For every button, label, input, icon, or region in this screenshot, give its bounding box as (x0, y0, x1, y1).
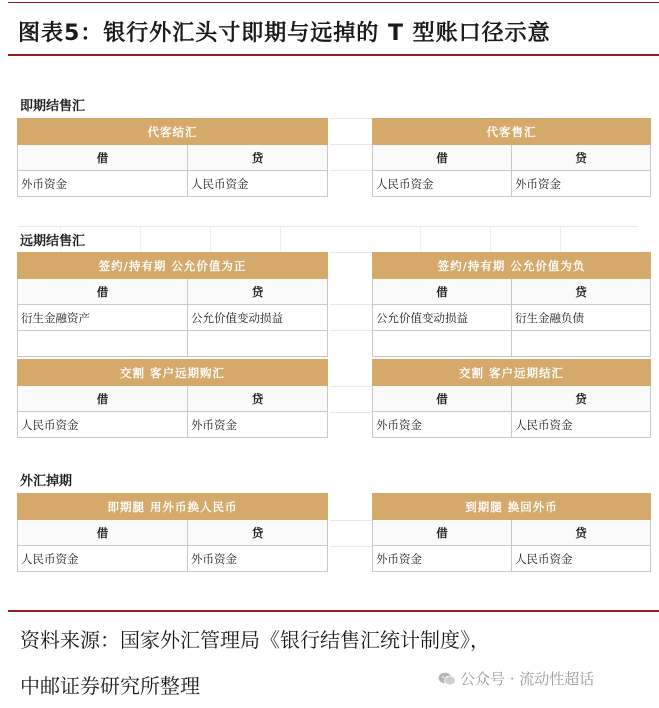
grid-line (330, 304, 372, 305)
section-label-swap: 外汇掉期 (20, 474, 73, 489)
account-title: 交割 客户远期购汇 (18, 360, 328, 386)
t-account-fwd-delivery-buy (17, 359, 328, 438)
debit-entry: 外币资金 (373, 546, 512, 572)
grid-line (330, 386, 372, 387)
credit-label: 贷 (512, 279, 651, 305)
blank-cell (373, 331, 512, 357)
credit-label: 贷 (188, 145, 328, 171)
t-account-swap-near-leg (17, 493, 328, 572)
t-account-fwd-positive (17, 252, 328, 357)
bottom-rule (8, 610, 659, 612)
watermark (438, 668, 594, 689)
t-account-fwd-negative (372, 252, 651, 357)
t-account-spot-sell (372, 118, 651, 197)
credit-label: 贷 (188, 386, 328, 412)
debit-label: 借 (373, 520, 512, 546)
credit-entry: 外币资金 (188, 412, 328, 438)
top-rule (8, 2, 659, 3)
blank-cell (512, 331, 651, 357)
grid-line (330, 144, 372, 145)
account-title: 签约/持有期 公允价值为负 (373, 253, 651, 279)
title-bar (8, 6, 659, 56)
credit-entry: 人民币资金 (512, 412, 651, 438)
grid-line (560, 226, 561, 252)
blank-cell (188, 331, 328, 357)
debit-entry: 衍生金融资产 (18, 305, 188, 331)
grid-line (18, 226, 638, 227)
section-label-forward: 远期结售汇 (20, 234, 86, 249)
grid-line (490, 226, 491, 252)
grid-line (420, 226, 421, 252)
debit-entry: 外币资金 (373, 412, 512, 438)
account-title: 代客结汇 (18, 119, 328, 145)
debit-entry: 公允价值变动损益 (373, 305, 512, 331)
account-title: 签约/持有期 公允价值为正 (18, 253, 328, 279)
blank-cell (18, 331, 188, 357)
account-title: 交割 客户远期结汇 (373, 360, 651, 386)
debit-label: 借 (18, 520, 188, 546)
account-title: 即期腿 用外币换人民币 (18, 494, 328, 520)
credit-entry: 人民币资金 (188, 171, 328, 197)
debit-label: 借 (373, 279, 512, 305)
credit-label: 贷 (188, 520, 328, 546)
grid-line (330, 330, 372, 331)
t-account-fwd-delivery-sell (372, 359, 651, 438)
credit-label: 贷 (512, 145, 651, 171)
grid-line (330, 520, 372, 521)
debit-label: 借 (18, 145, 188, 171)
credit-entry: 公允价值变动损益 (188, 305, 328, 331)
source-line-1: 资料来源：国家外汇管理局《银行结售汇统计制度》， (20, 628, 490, 652)
t-account-swap-far-leg (372, 493, 651, 572)
t-account-spot-buy (17, 118, 328, 197)
account-title: 代客售汇 (373, 119, 651, 145)
source-line-2: 中邮证券研究所整理 (20, 674, 200, 698)
grid-line (140, 226, 141, 252)
debit-label: 借 (373, 386, 512, 412)
credit-entry: 衍生金融负债 (512, 305, 651, 331)
debit-label: 借 (373, 145, 512, 171)
grid-line (330, 118, 372, 119)
credit-label: 贷 (512, 520, 651, 546)
watermark-text: 公众号 · 流动性超话 (460, 670, 595, 688)
credit-label: 贷 (188, 279, 328, 305)
debit-entry: 人民币资金 (373, 171, 512, 197)
debit-label: 借 (18, 386, 188, 412)
credit-entry: 外币资金 (512, 171, 651, 197)
grid-line (330, 170, 372, 171)
wechat-icon (438, 672, 456, 686)
debit-entry: 外币资金 (18, 171, 188, 197)
grid-line (330, 546, 372, 547)
grid-line (280, 226, 281, 252)
section-label-spot: 即期结售汇 (20, 99, 86, 114)
figure-title: 图表5：银行外汇头寸即期与远掉的 T 型账口径示意 (18, 21, 551, 46)
debit-label: 借 (18, 279, 188, 305)
debit-entry: 人民币资金 (18, 546, 188, 572)
credit-entry: 人民币资金 (512, 546, 651, 572)
credit-entry: 外币资金 (188, 546, 328, 572)
account-title: 到期腿 换回外币 (373, 494, 651, 520)
credit-label: 贷 (512, 386, 651, 412)
grid-line (210, 226, 211, 252)
grid-line (330, 252, 372, 253)
grid-line (330, 412, 372, 413)
debit-entry: 人民币资金 (18, 412, 188, 438)
